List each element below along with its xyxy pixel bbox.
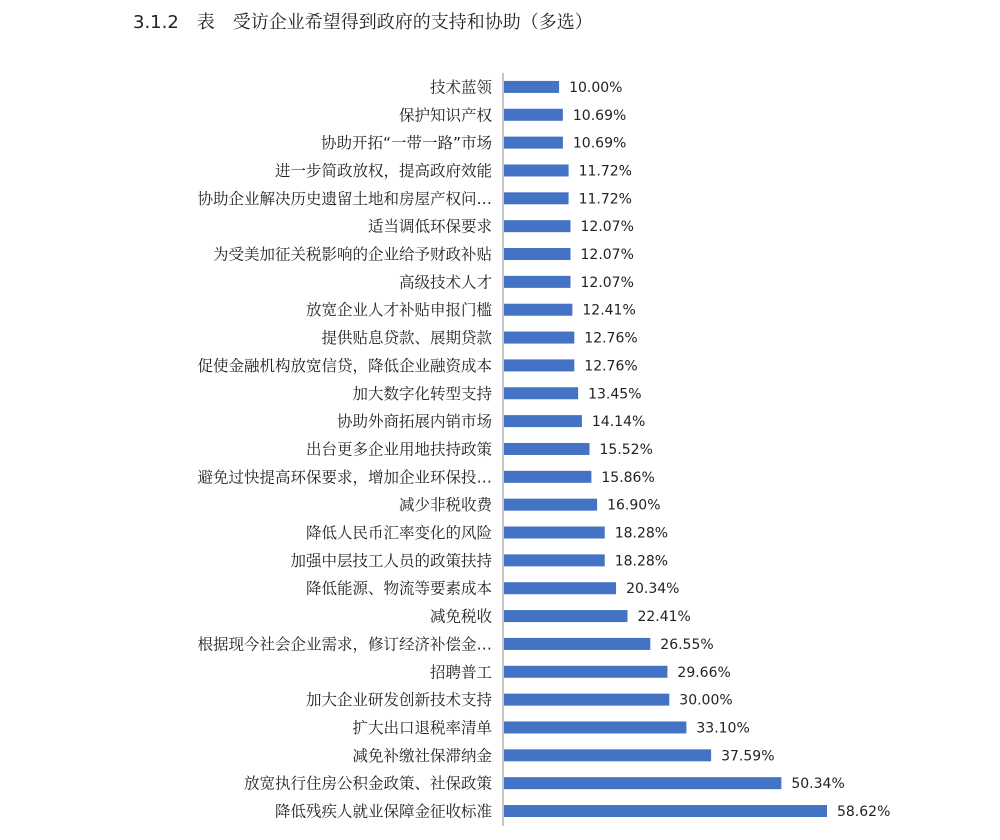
category-label: 加大企业研发创新技术支持 (305, 691, 492, 710)
bar (504, 415, 582, 427)
value-label: 11.72% (578, 163, 632, 180)
category-label: 为受美加征关税影响的企业给予财政补贴 (212, 245, 492, 264)
category-label: 保护知识产权 (398, 106, 492, 125)
value-label: 30.00% (679, 692, 733, 709)
category-label: 进一步简政放权，提高政府效能 (274, 161, 492, 180)
category-label: 技术蓝领 (429, 78, 492, 97)
category-label: 高级技术人才 (398, 273, 492, 292)
value-label: 16.90% (607, 497, 661, 514)
value-label: 12.07% (580, 274, 634, 291)
category-label: 放宽执行住房公积金政策、社保政策 (243, 774, 492, 793)
value-label: 12.07% (580, 247, 634, 264)
value-label: 12.07% (580, 219, 634, 236)
bar (504, 582, 616, 594)
bar (504, 248, 571, 260)
bar (504, 192, 569, 204)
bar (504, 137, 563, 149)
category-label: 减免补缴社保滞纳金 (352, 746, 492, 765)
value-label: 15.86% (601, 469, 655, 486)
bar (504, 749, 711, 761)
bars-group (197, 77, 890, 820)
bar (504, 805, 827, 817)
bar (504, 443, 590, 455)
value-label: 13.45% (588, 386, 642, 403)
value-label: 12.76% (584, 358, 638, 375)
bar (504, 81, 559, 93)
bar (504, 638, 650, 650)
category-label: 加大数字化转型支持 (352, 384, 492, 403)
bar (504, 220, 571, 232)
category-label: 招聘普工 (429, 663, 492, 682)
bar (504, 387, 578, 399)
category-label: 扩大出口退税率清单 (352, 718, 492, 737)
category-label: 避免过快提高环保要求，增加企业环保投… (197, 468, 492, 487)
value-label: 10.69% (572, 135, 627, 152)
bar (504, 276, 571, 288)
bar (504, 359, 574, 371)
value-label: 33.10% (696, 720, 750, 737)
bar (504, 499, 597, 511)
bar (504, 721, 686, 733)
category-label: 提供贴息贷款、展期贷款 (321, 329, 492, 348)
bar (504, 109, 563, 121)
value-label: 18.28% (614, 525, 669, 542)
value-label: 37.59% (721, 748, 775, 765)
category-label: 降低残疾人就业保障金征收标准 (274, 802, 492, 821)
category-label: 根据现今社会企业需求，修订经济补偿金… (197, 635, 492, 654)
value-label: 10.69% (572, 107, 627, 124)
bar (504, 554, 605, 566)
value-label: 12.41% (582, 302, 636, 319)
chart-title: 3.1.2 表 受访企业希望得到政府的支持和协助（多选） (133, 12, 593, 33)
category-label: 减免税收 (429, 607, 492, 626)
value-label: 22.41% (637, 609, 691, 626)
category-label: 减少非税收费 (398, 496, 492, 515)
bar (504, 777, 781, 789)
value-label: 11.72% (578, 191, 632, 208)
bar (504, 332, 574, 344)
category-label: 加强中层技工人员的政策扶持 (290, 551, 492, 570)
value-label: 12.76% (584, 330, 638, 347)
bar (504, 666, 667, 678)
value-label: 50.34% (791, 776, 845, 793)
category-label: 促使金融机构放宽信贷，降低企业融资成本 (197, 356, 492, 375)
bar (504, 304, 572, 316)
value-label: 18.28% (614, 553, 669, 570)
bar (504, 610, 627, 622)
category-label: 出台更多企业用地扶持政策 (305, 440, 492, 459)
bar (504, 527, 605, 539)
category-label: 适当调低环保要求 (367, 217, 492, 236)
category-label: 降低能源、物流等要素成本 (305, 579, 492, 598)
value-label: 14.14% (591, 414, 646, 431)
category-label: 降低人民币汇率变化的风险 (305, 524, 492, 543)
bar (504, 471, 591, 483)
value-label: 20.34% (626, 581, 680, 598)
category-label: 协助企业解决历史遗留土地和房屋产权问… (197, 189, 492, 208)
bar (504, 164, 569, 176)
bar (504, 694, 669, 706)
value-label: 26.55% (660, 636, 714, 653)
category-label: 放宽企业人才补贴申报门槛 (305, 301, 492, 320)
value-label: 10.00% (569, 79, 623, 96)
category-label: 协助开拓“一带一路”市场 (320, 134, 492, 153)
value-label: 58.62% (836, 804, 891, 821)
value-label: 29.66% (677, 664, 731, 681)
category-label: 协助外商拓展内销市场 (336, 412, 492, 431)
value-label: 15.52% (599, 441, 653, 458)
